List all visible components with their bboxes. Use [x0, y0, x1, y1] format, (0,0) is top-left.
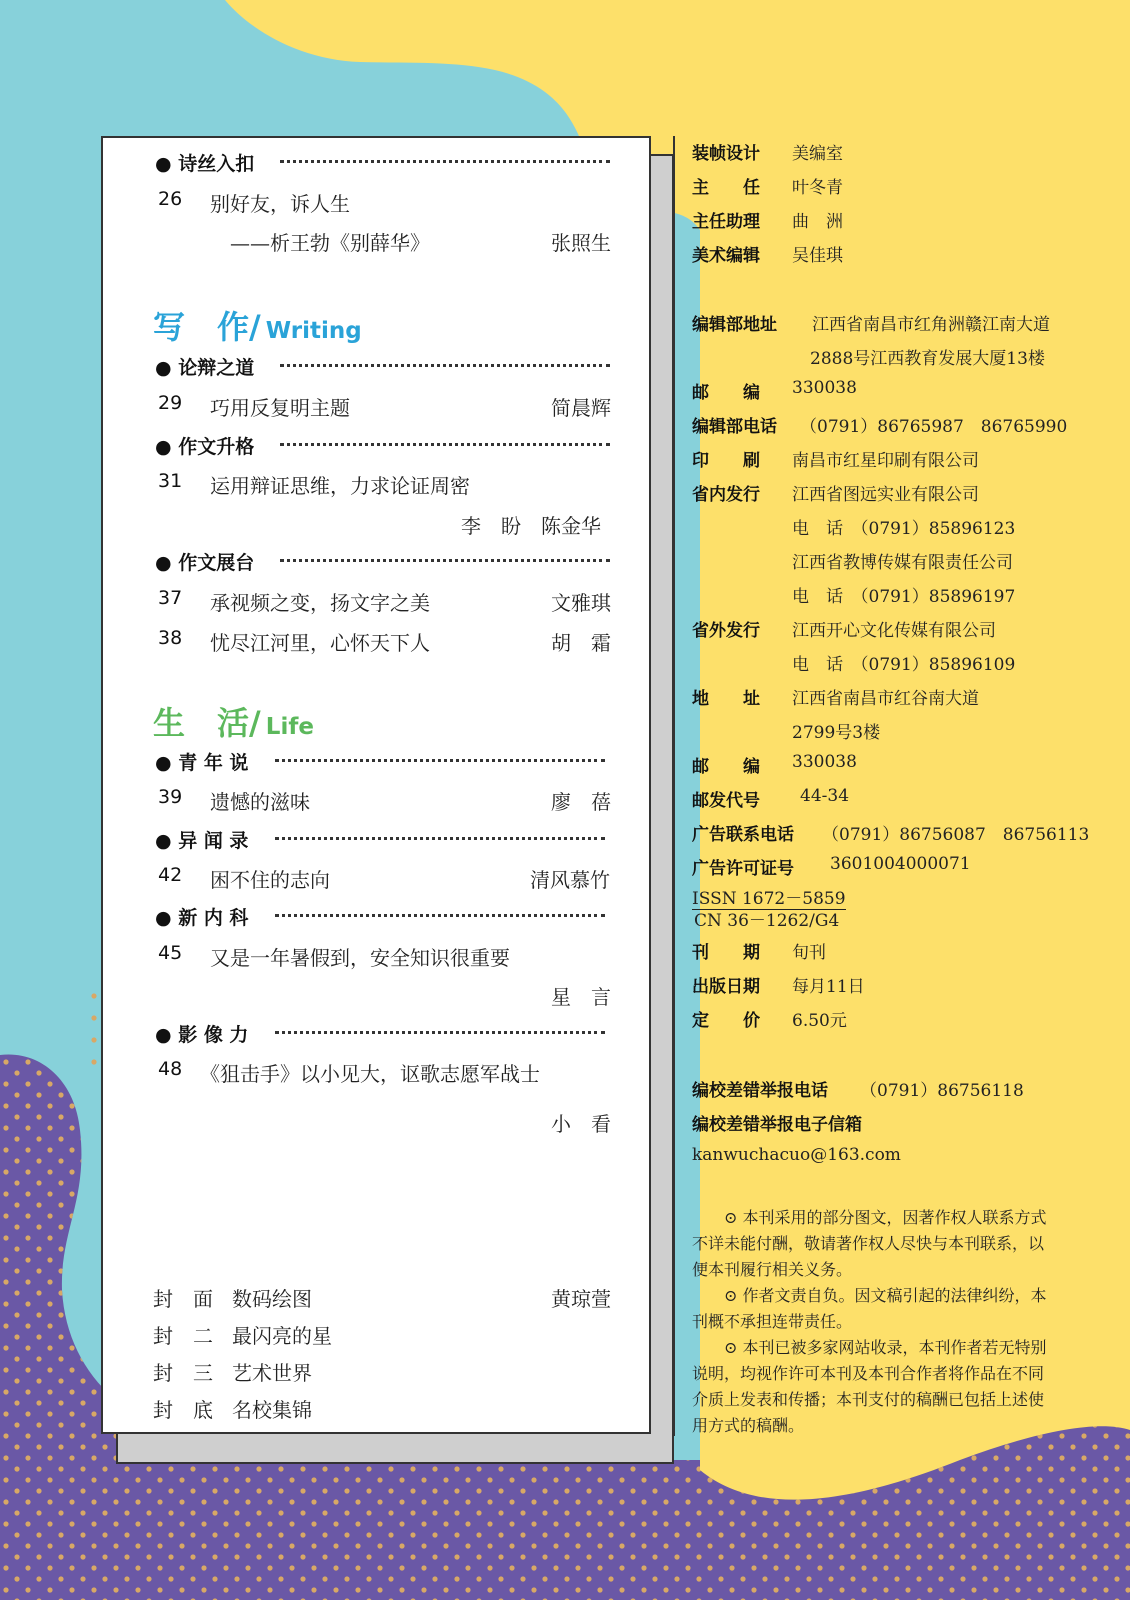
addr2-line1: 江西省南昌市红谷南大道	[792, 689, 979, 709]
cn-number: CN 36－1262/G4	[694, 911, 840, 931]
page-number: 37	[158, 587, 183, 609]
notice-3: ⊙ 本刊已被多家网站收录，本刊作者若无特别说明，均视作许可本刊及本刊合作者将作品在不同介质上发表和传播；本刊支付的稿酬已包括上述使用方式的稿酬。	[692, 1338, 1047, 1435]
domestic1-phone: 电 话 （0791）85896123	[792, 519, 1016, 539]
cover-title: 名校集锦	[232, 1398, 312, 1422]
leader-dots	[275, 837, 605, 840]
leader-dots	[280, 160, 610, 163]
print-value: 南昌市红星印刷有限公司	[792, 451, 979, 471]
leader-dots	[275, 759, 605, 762]
period-label: 刊 期	[692, 943, 760, 963]
domestic1: 江西省图远实业有限公司	[792, 485, 979, 505]
staff-value: 吴佳琪	[792, 246, 843, 266]
cover-label: 封 三	[153, 1361, 213, 1385]
section-heading: ● 异 闻 录	[155, 830, 249, 852]
report-email-value: kanwuchacuo@163.com	[692, 1145, 901, 1165]
article-title: 别好友，诉人生	[210, 192, 350, 216]
notice-block	[692, 1205, 1052, 1439]
cover-title: 最闪亮的星	[232, 1324, 332, 1348]
staff-value: 曲 洲	[792, 212, 843, 232]
notice-2: ⊙ 作者文责自负。因文稿引起的法律纠纷，本刊概不承担连带责任。	[692, 1286, 1047, 1331]
postcode-label: 邮 编	[692, 383, 760, 403]
section-heading: ● 新 内 科	[155, 907, 249, 929]
staff-label: 主 任	[692, 178, 760, 198]
leader-dots	[280, 559, 610, 562]
section-heading: ● 作文升格	[155, 436, 255, 458]
cover-label: 封 面	[153, 1287, 213, 1311]
article-title: 巧用反复明主题	[210, 396, 350, 420]
page-number: 42	[158, 864, 183, 886]
external-phone: 电 话 （0791）85896109	[792, 655, 1016, 675]
cover-label: 封 底	[153, 1398, 213, 1422]
address-label: 编辑部地址	[692, 315, 777, 335]
page-number: 29	[158, 392, 183, 414]
section-heading: ● 影 像 力	[155, 1024, 249, 1046]
section-heading-poetry: ● 诗丝入扣	[155, 153, 255, 175]
period-value: 旬刊	[792, 943, 826, 963]
article-title: 困不住的志向	[210, 868, 330, 892]
mail-code-label: 邮发代号	[692, 791, 760, 811]
date-label: 出版日期	[692, 977, 760, 997]
cover-author: 黄琼萱	[551, 1287, 611, 1311]
page-number: 39	[158, 786, 183, 808]
article-title: 又是一年暑假到，安全知识很重要	[210, 946, 510, 970]
leader-dots	[275, 1031, 605, 1034]
price-label: 定 价	[692, 1011, 760, 1031]
leader-dots	[280, 443, 610, 446]
article-author: 小 看	[551, 1112, 611, 1136]
price-value: 6.50元	[792, 1011, 847, 1031]
ad-phone-label: 广告联系电话	[692, 825, 794, 845]
postcode2-value: 330038	[792, 752, 857, 772]
cover-title: 艺术世界	[232, 1361, 312, 1385]
article-author: 李 盼 陈金华	[461, 514, 601, 538]
section-heading: ● 论辩之道	[155, 357, 255, 379]
section-life-header	[153, 698, 314, 744]
report-email-label: 编校差错举报电子信箱	[692, 1115, 862, 1135]
staff-label: 美术编辑	[692, 246, 760, 266]
staff-label: 装帧设计	[692, 144, 760, 164]
page-number: 31	[158, 470, 183, 492]
page-number: 38	[158, 627, 183, 649]
external-label: 省外发行	[692, 621, 760, 641]
page-number: 45	[158, 942, 183, 964]
section-heading: ● 青 年 说	[155, 752, 249, 774]
notice-1: ⊙ 本刊采用的部分图文，因著作权人联系方式不详未能付酬，敬请著作权人尽快与本刊联系，以便本刊履行相关义务。	[692, 1208, 1047, 1279]
staff-value: 美编室	[792, 144, 843, 164]
mail-code-value: 44-34	[800, 786, 850, 806]
postcode2-label: 邮 编	[692, 757, 760, 777]
staff-label: 主任助理	[692, 212, 760, 232]
addr2-label: 地 址	[692, 689, 760, 709]
writing-cn: 写 作/	[153, 308, 261, 346]
article-author: 胡 霜	[551, 631, 611, 655]
life-en: Life	[265, 714, 314, 740]
address-line2: 2888号江西教育发展大厦13楼	[810, 349, 1045, 369]
cover-title: 数码绘图	[232, 1287, 312, 1311]
report-phone-value: （0791）86756118	[860, 1081, 1024, 1101]
phone-value: （0791）86765987 86765990	[800, 417, 1068, 437]
article-author: 清风慕竹	[530, 868, 610, 892]
article-author: 文雅琪	[551, 591, 611, 615]
article-title: 遗憾的滋味	[210, 790, 310, 814]
article-title: 运用辩证思维，力求论证周密	[210, 474, 470, 498]
date-value: 每月11日	[792, 977, 865, 997]
page-number: 26	[158, 188, 183, 210]
staff-value: 叶冬青	[792, 178, 843, 198]
page-number: 48	[158, 1058, 183, 1080]
domestic-label: 省内发行	[692, 485, 760, 505]
leader-dots	[280, 364, 610, 367]
address-line1: 江西省南昌市红角洲赣江南大道	[812, 315, 1050, 335]
cover-label: 封 二	[153, 1324, 213, 1348]
external-value: 江西开心文化传媒有限公司	[792, 621, 996, 641]
report-phone-label: 编校差错举报电话	[692, 1081, 828, 1101]
ad-license-value: 3601004000071	[830, 854, 971, 874]
writing-en: Writing	[265, 318, 362, 344]
article-title: 忧尽江河里，心怀天下人	[210, 631, 430, 655]
domestic2-phone: 电 话 （0791）85896197	[792, 587, 1016, 607]
article-author: 简晨辉	[551, 396, 611, 420]
postcode-value: 330038	[792, 378, 857, 398]
article-title: 《狙击手》以小见大，讴歌志愿军战士	[200, 1062, 540, 1086]
section-writing-header	[153, 302, 362, 348]
print-label: 印 刷	[692, 451, 760, 471]
article-author: 张照生	[551, 231, 611, 255]
ad-phone-value: （0791）86756087 86756113	[822, 825, 1090, 845]
article-subtitle: ——析王勃《别薛华》	[230, 231, 430, 255]
issn: ISSN 1672－5859	[692, 884, 846, 910]
ad-license-label: 广告许可证号	[692, 859, 794, 879]
leader-dots	[275, 914, 605, 917]
phone-label: 编辑部电话	[692, 417, 777, 437]
domestic2: 江西省教博传媒有限责任公司	[792, 553, 1013, 573]
column-divider	[673, 136, 675, 1436]
life-cn: 生 活/	[153, 704, 261, 742]
article-author: 廖 蓓	[551, 790, 611, 814]
article-author: 星 言	[551, 985, 611, 1009]
addr2-line2: 2799号3楼	[792, 723, 881, 743]
section-heading: ● 作文展台	[155, 552, 255, 574]
article-title: 承视频之变，扬文字之美	[210, 591, 430, 615]
